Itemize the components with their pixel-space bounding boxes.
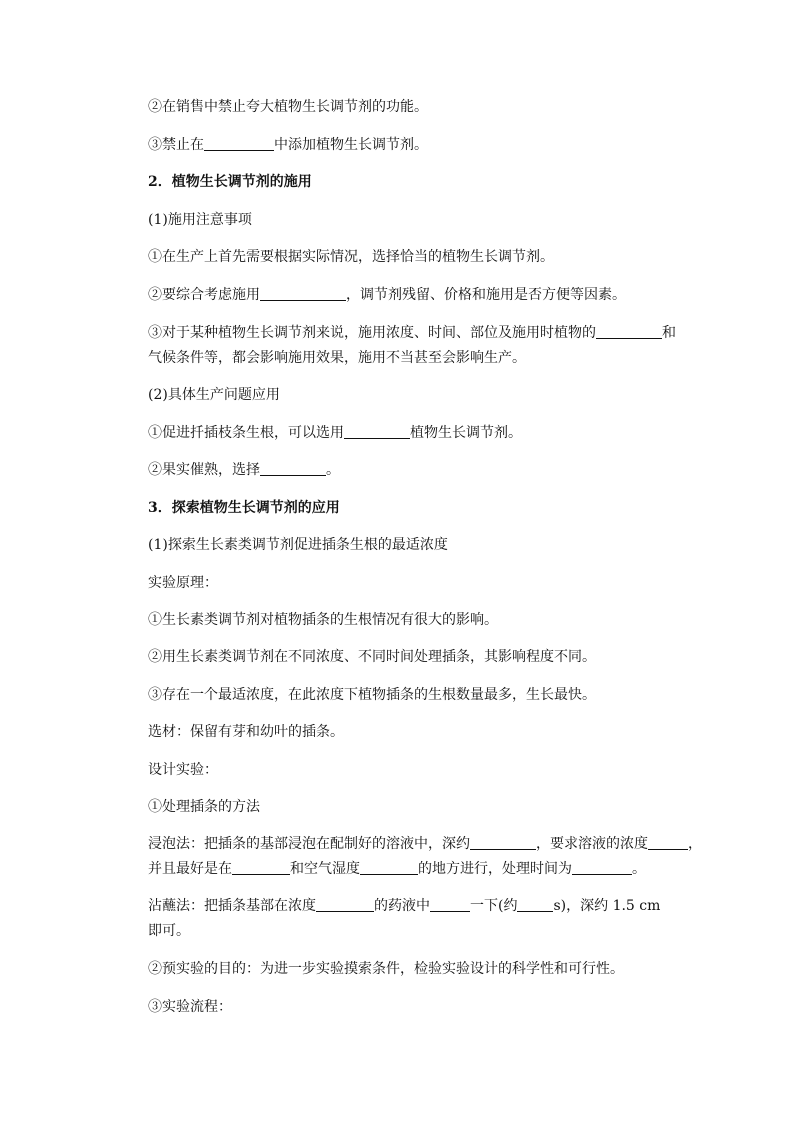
fill-in-blank <box>430 897 470 912</box>
text-segment: 和 <box>662 325 676 341</box>
text-segment: 并且最好是在 <box>148 861 232 877</box>
fill-in-blank <box>316 897 374 912</box>
text-segment: ②要综合考虑施用 <box>148 287 260 303</box>
text-line <box>148 461 340 479</box>
text-segment: 的药液中 <box>374 898 430 914</box>
text-line: 实验原理： <box>148 575 218 591</box>
text-line: 气候条件等，都会影响施用效果，施用不当甚至会影响生产。 <box>148 350 526 366</box>
subsection-heading: (2)具体生产问题应用 <box>148 387 280 403</box>
text-segment: s)，深约 1.5 cm <box>553 898 661 914</box>
text-line <box>148 835 702 853</box>
text-segment: ，调节剂残留、价格和施用是否方便等因素。 <box>346 287 626 303</box>
text-line <box>148 324 676 342</box>
text-line: ①生长素类调节剂对植物插条的生根情况有很大的影响。 <box>148 612 498 628</box>
text-segment: ，要求溶液的浓度 <box>536 836 648 852</box>
text-segment: 的地方进行，处理时间为 <box>418 861 572 877</box>
subsection-heading: (1)施用注意事项 <box>148 212 252 228</box>
text-line <box>148 897 660 915</box>
text-line <box>148 136 428 154</box>
text-segment: ③对于某种植物生长调节剂来说，施用浓度、时间、部位及施用时植物的 <box>148 325 596 341</box>
text-line: 即可。 <box>148 923 190 939</box>
text-line: 选材：保留有芽和幼叶的插条。 <box>148 724 344 740</box>
fill-in-blank <box>260 286 346 301</box>
section-heading: 3．探索植物生长调节剂的应用 <box>148 500 340 516</box>
fill-in-blank <box>360 860 418 875</box>
text-segment: ③禁止在 <box>148 137 204 153</box>
text-line: ②预实验的目的：为进一步实验摸索条件，检验实验设计的科学性和可行性。 <box>148 961 624 977</box>
text-segment: 沾蘸法：把插条基部在浓度 <box>148 898 316 914</box>
text-line: ③实验流程： <box>148 999 232 1015</box>
fill-in-blank <box>596 324 662 339</box>
text-segment: ②果实催熟，选择 <box>148 462 260 478</box>
text-line <box>148 860 646 878</box>
fill-in-blank <box>470 835 536 850</box>
text-segment: 和空气湿度 <box>290 861 360 877</box>
text-segment: 中添加植物生长调节剂。 <box>274 137 428 153</box>
text-segment: 植物生长调节剂。 <box>410 425 522 441</box>
text-segment: 。 <box>632 861 646 877</box>
fill-in-blank <box>344 424 410 439</box>
subsection-heading: (1)探索生长素类调节剂促进插条生根的最适浓度 <box>148 537 448 553</box>
fill-in-blank <box>517 897 553 912</box>
text-line <box>148 424 522 442</box>
text-line: ①在生产上首先需要根据实际情况，选择恰当的植物生长调节剂。 <box>148 249 554 265</box>
text-line: ②用生长素类调节剂在不同浓度、不同时间处理插条，其影响程度不同。 <box>148 649 596 665</box>
text-segment: 一下(约 <box>470 898 518 914</box>
fill-in-blank <box>260 461 326 476</box>
fill-in-blank <box>648 835 688 850</box>
text-segment: 。 <box>326 462 340 478</box>
text-segment: 浸泡法：把插条的基部浸泡在配制好的溶液中，深约 <box>148 836 470 852</box>
text-line: 设计实验： <box>148 762 218 778</box>
text-line: ②在销售中禁止夸大植物生长调节剂的功能。 <box>148 99 428 115</box>
text-line <box>148 286 626 304</box>
fill-in-blank <box>572 860 632 875</box>
fill-in-blank <box>204 136 274 151</box>
text-line: ③存在一个最适浓度，在此浓度下植物插条的生根数量最多，生长最快。 <box>148 687 596 703</box>
text-segment: ①促进扦插枝条生根，可以选用 <box>148 425 344 441</box>
text-segment: ， <box>688 836 702 852</box>
section-heading: 2．植物生长调节剂的施用 <box>148 174 312 190</box>
fill-in-blank <box>232 860 290 875</box>
text-line: ①处理插条的方法 <box>148 799 260 815</box>
